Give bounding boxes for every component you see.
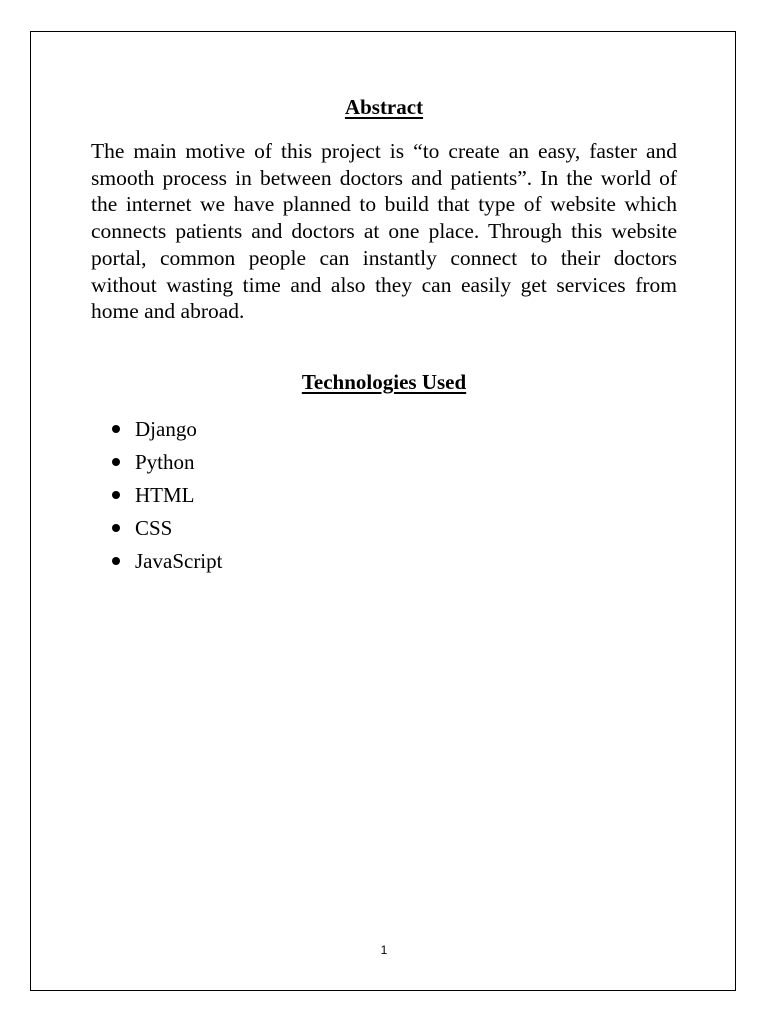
list-item: [108, 479, 222, 512]
abstract-heading: Abstract: [344, 95, 424, 119]
list-item: [108, 545, 222, 578]
bullet-icon: [112, 425, 120, 433]
technology-name: HTML: [135, 483, 195, 507]
technology-name: JavaScript: [135, 549, 223, 573]
technology-name: Python: [135, 450, 195, 474]
list-item: [108, 446, 222, 479]
technologies-heading: Technologies Used: [301, 370, 467, 394]
list-item: [108, 512, 222, 545]
bullet-icon: [112, 557, 120, 565]
technology-name: CSS: [135, 516, 173, 540]
abstract-paragraph: The main motive of this project is “to create an easy, faster and smooth process in between doctors and patients”. In the world of the internet we have planned to build that type of website which connects patients and doctors at one place. Through this website portal, common people can instantly connect to their doctors without wasting time and also they can easily get services from home and abroad.: [91, 139, 677, 324]
list-item: [108, 413, 222, 446]
technologies-list: [108, 413, 222, 578]
page-number: 1: [380, 943, 388, 957]
technology-name: Django: [135, 417, 197, 441]
bullet-icon: [112, 524, 120, 532]
bullet-icon: [112, 458, 120, 466]
bullet-icon: [112, 491, 120, 499]
